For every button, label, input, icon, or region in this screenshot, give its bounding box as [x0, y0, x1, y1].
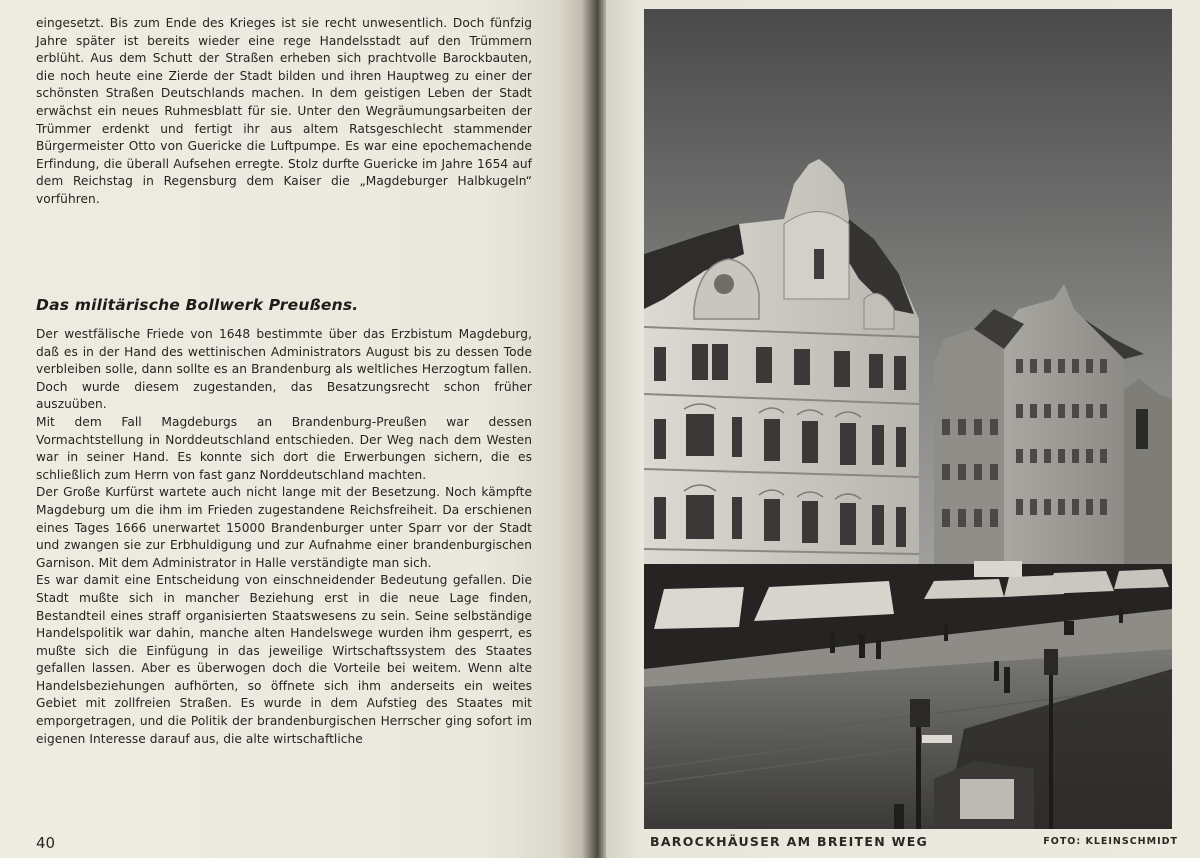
photograph-baroque-street-icon [644, 9, 1172, 829]
photo-caption: BAROCKHÄUSER AM BREITEN WEG [650, 834, 929, 849]
paragraph: Der Große Kurfürst wartete auch nicht lange mit der Besetzung. Noch kämpfte Magdeburg um die ihm im Frieden zugestandene Reichsfreiheit. Da erschienen eines Tages 1666 unerwartet 15000 Brandenburger unter Sparr vor der Stadt und zwangen sie zur Erbhuldigung und zur Aufnahme einer brandenburgischen Garnison. Mit dem Administrator in Halle verständigte man sich. [36, 485, 532, 570]
paragraph: Es war damit eine Entscheidung von einschneidender Bedeutung gefallen. Die Stadt mußte sich in mancher Beziehung erst in die neue Lage finden, Bestandteil eines straff organisierten Staatswesens zu sein. Seine selbständige Handelspolitik war dahin, manche alten Handelswege wurden ihm gesperrt, es mußte sich die Einfügung in das jeweilige Wirtschaftssystem des Staates gefallen lassen. Aber es überwogen doch die Vorteile bei weitem. Wenn alte Handelsbeziehungen aufhörten, so öffnete sich ihm anderseits ein weites Gebiet mit zollfreien Straßen. Es wurde in dem Aufstieg des Staates mit emporgetragen, und die Politik der brandenburgischen Herrscher ging sofort im eigenen Interesse darauf aus, die alte wirtschaftliche [36, 573, 532, 746]
left-page [0, 0, 588, 858]
paragraph: eingesetzt. Bis zum Ende des Krieges ist sie recht unwesentlich. Doch fünfzig Jahre später ist bereits wieder eine rege Handelsstadt auf den Trümmern erblüht. Aus dem Schutt der Straßen erheben sich prachtvolle Barockbauten, die noch heute eine Zierde der Stadt bilden und ihren Hauptweg zu einer der schönsten Straßen Deutschlands machen. In dem geistigen Leben der Stadt erwächst ein neues Ruhmesblatt für sie. Unter den Wegräumungsarbeiten der Trümmer erdenkt und fertigt ihr aus altem Ratsgeschlecht stammender Bürgermeister Otto von Guericke die Luftpumpe. Es war eine epochemachende Erfindung, die überall Aufsehen erregte. Stolz durfte Guericke im Jahre 1654 auf dem Reichstag in Regensburg dem Kaiser die „Magdeburger Halbkugeln“ vorführen. [36, 16, 532, 206]
paragraph: Der westfälische Friede von 1648 bestimmte über das Erzbistum Magdeburg, daß es in der Hand des wettinischen Administrators August bis zu dessen Tode verbleiben solle, dann sollte es an Brandenburg als weltliches Herzogtum fallen. Doch wurde diesem zugestanden, das Besatzungsrecht schon früher auszuüben. [36, 327, 532, 412]
photo-credit: FOTO: KLEINSCHMIDT [1043, 836, 1178, 847]
section-heading: Das militärische Bollwerk Preußens. [36, 296, 359, 314]
paragraph: Mit dem Fall Magdeburgs an Brandenburg-Preußen war dessen Vormachtstellung in Norddeutschland entschieden. Der Weg nach dem Westen war in seiner Hand. Es konnte sich dort die Erwerbungen sichern, die es schließlich zum Herrn von fast ganz Norddeutschland machten. [36, 414, 532, 482]
right-page [606, 0, 1200, 858]
page-number: 40 [36, 834, 56, 852]
text-block-top [36, 15, 532, 209]
text-block-section [36, 326, 532, 748]
